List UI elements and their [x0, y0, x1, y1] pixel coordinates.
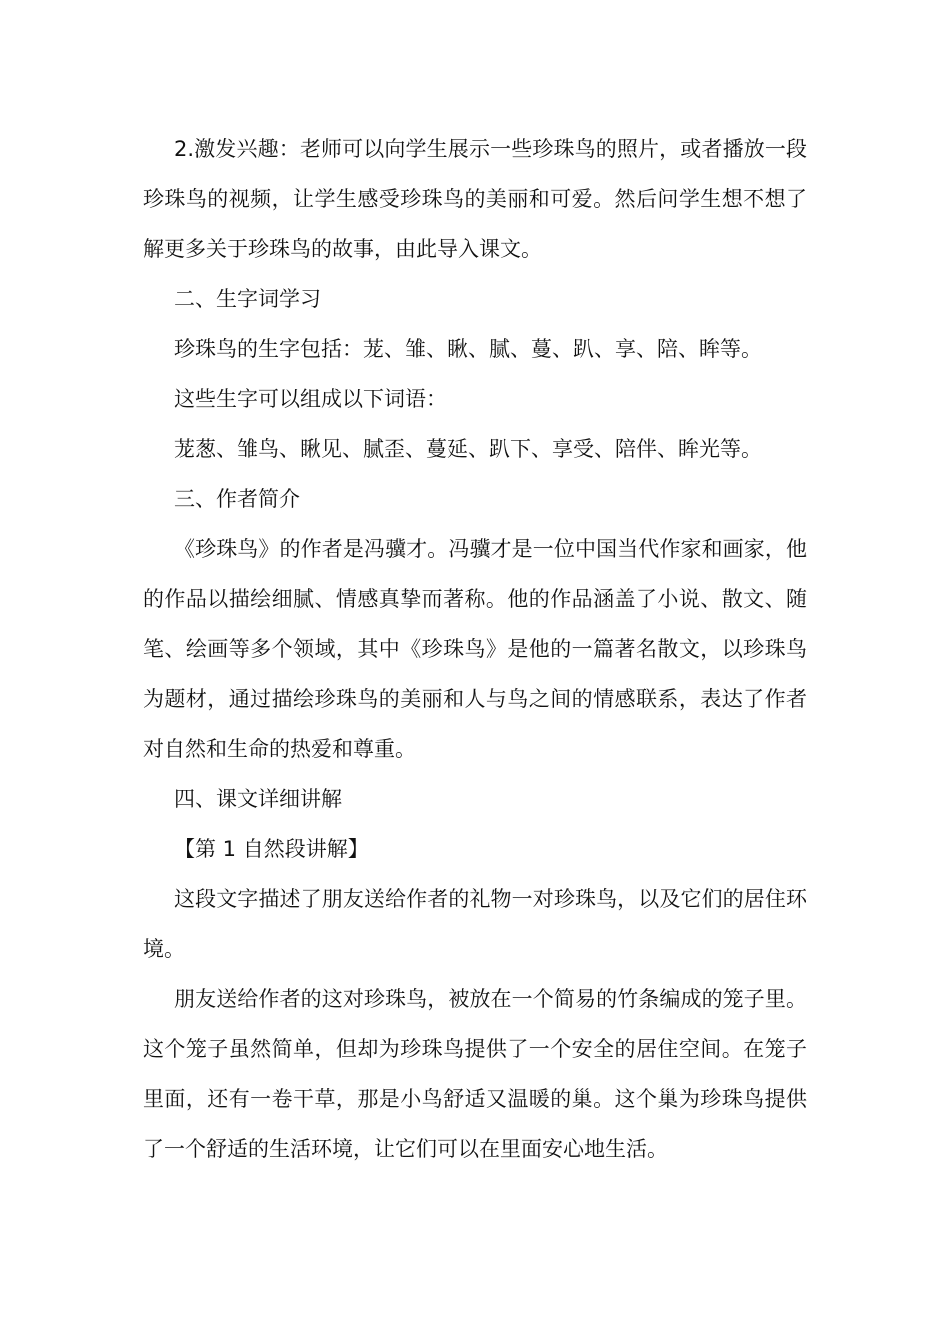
section-heading-explanation: 四、课文详细讲解 [174, 787, 342, 811]
paragraph-author-intro: 《珍珠鸟》的作者是冯骥才。冯骥才是一位中国当代作家和画家，他的作品以描绘细腻、情感真挚而著称。他的作品涵盖了小说、散文、随笔、绘画等多个领域，其中《珍珠鸟》是他的一篇著名散文，以珍珠鸟为题材，通过描绘珍珠鸟的美丽和人与鸟之间的情感联系，表达了作者对自然和生命的热爱和尊重。 [143, 537, 807, 761]
paragraph-gift-summary: 这段文字描述了朋友送给作者的礼物一对珍珠鸟，以及它们的居住环境。 [143, 887, 807, 961]
paragraph-interest: 2.激发兴趣：老师可以向学生展示一些珍珠鸟的照片，或者播放一段珍珠鸟的视频，让学生感受珍珠鸟的美丽和可爱。然后问学生想不想了解更多关于珍珠鸟的故事，由此导入课文。 [143, 137, 807, 261]
section-heading-vocabulary: 二、生字词学习 [174, 287, 321, 311]
section-heading-author: 三、作者简介 [174, 487, 300, 511]
paragraph-cage-description: 朋友送给作者的这对珍珠鸟，被放在一个简易的竹条编成的笼子里。这个笼子虽然简单，但却为珍珠鸟提供了一个安全的居住空间。在笼子里面，还有一卷干草，那是小鸟舒适又温暖的巢。这个巢为珍珠鸟提供了一个舒适的生活环境，让它们可以在里面安心地生活。 [143, 987, 807, 1161]
paragraph-words-intro: 这些生字可以组成以下词语： [174, 387, 447, 411]
document-page [143, 124, 807, 1174]
subheading-paragraph-1: 【第 1 自然段讲解】 [174, 837, 369, 861]
paragraph-word-list: 茏葱、雏鸟、瞅见、腻歪、蔓延、趴下、享受、陪伴、眸光等。 [174, 437, 762, 461]
paragraph-new-characters: 珍珠鸟的生字包括：茏、雏、瞅、腻、蔓、趴、享、陪、眸等。 [174, 337, 762, 361]
